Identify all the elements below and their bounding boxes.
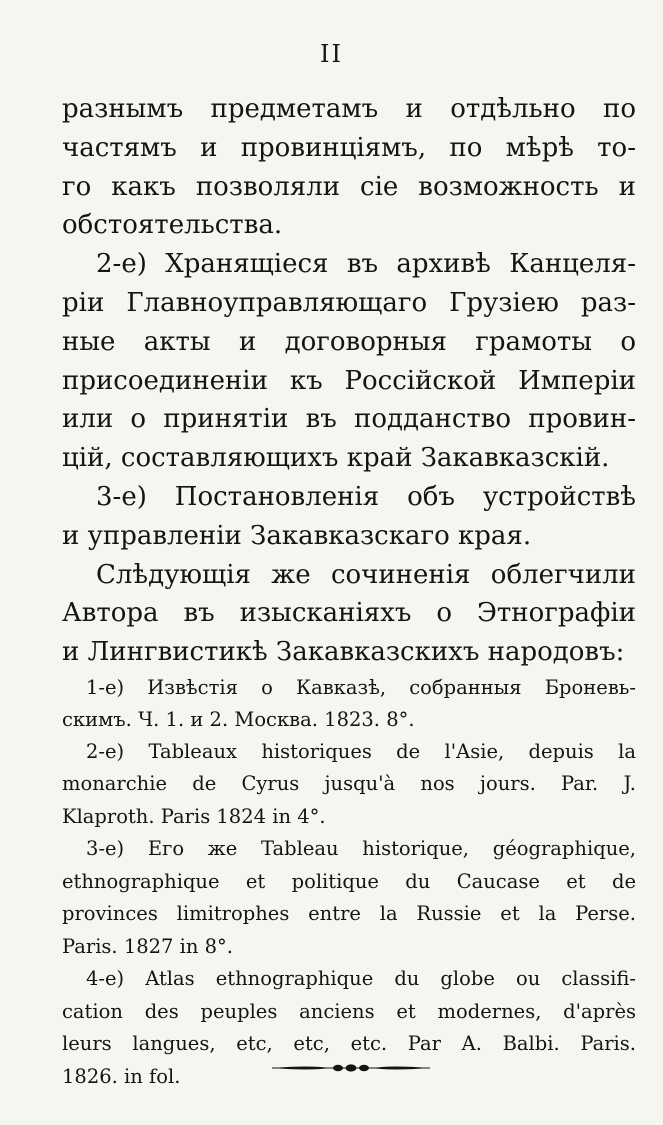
references-intro [62,556,636,672]
text-line: Слѣдующія же сочиненія облегчили [96,559,636,590]
reference-1 [62,672,636,736]
text-line: 3-е) Постановленія объ устройствѣ [96,481,636,512]
text-line: 2-е) Хранящіеся въ архивѣ Канцеля- [96,249,636,280]
text-line: 1-е) Извѣстія о Кавказѣ, собранныя Броневь- [86,675,636,699]
text-line: 3-е) Его же Tableau historique, géographique, [86,837,636,861]
source-item-3 [62,478,636,556]
text-line: 1826. in fol. [62,1064,181,1088]
reference-2 [62,736,636,834]
text-line: Klaproth. Paris 1824 in 4°. [62,804,326,828]
page-number: II [320,40,343,68]
text-line: ные акты и договорныя грамоты о [62,326,636,357]
page-text [62,90,636,1093]
text-line: leurs langues, etc, etc, etc. Par A. Balbi. Paris. [62,1032,636,1056]
text-line: и Лингвистикѣ Закавказскихъ народовъ: [62,637,625,668]
ornament-divider-icon [270,1060,432,1076]
text-line: частямъ и провинціямъ, по мѣрѣ то- [62,132,636,163]
text-line: 4-е) Atlas ethnographique du globe ou classifi- [86,967,636,991]
text-line: го какъ позволяли сіе возможность и [62,171,636,202]
text-line: Paris. 1827 in 8°. [62,934,234,958]
source-item-2 [62,245,636,478]
text-line: 2-е) Tableaux historiques de l'Asie, depuis la [86,739,636,763]
text-line: ріи Главноуправляющаго Грузіею раз- [62,287,636,318]
text-line: или о принятіи въ подданство провин- [62,404,636,435]
text-line: скимъ. Ч. 1. и 2. Москва. 1823. 8°. [62,707,415,731]
text-line: Автора въ изысканіяхъ о Этнографіи [62,598,636,629]
text-line: и управленіи Закавказскаго края. [62,520,532,551]
reference-3 [62,833,636,963]
text-line: cation des peuples anciens et modernes, d'après [62,999,636,1023]
text-line: присоединеніи къ Россійской Имперіи [62,365,636,396]
text-line: ethnographique et politique du Caucase et de [62,869,636,893]
text-line: цій, составляющихъ край Закавказскій. [62,443,610,474]
text-line: обстоятельства. [62,210,283,241]
text-line: monarchie de Cyrus jusqu'à nos jours. Par. J. [62,772,636,796]
paragraph-continuation [62,90,636,245]
text-line: разнымъ предметамъ и отдѣльно по [62,94,636,124]
text-line: provinces limitrophes entre la Russie et la Perse. [62,902,636,926]
